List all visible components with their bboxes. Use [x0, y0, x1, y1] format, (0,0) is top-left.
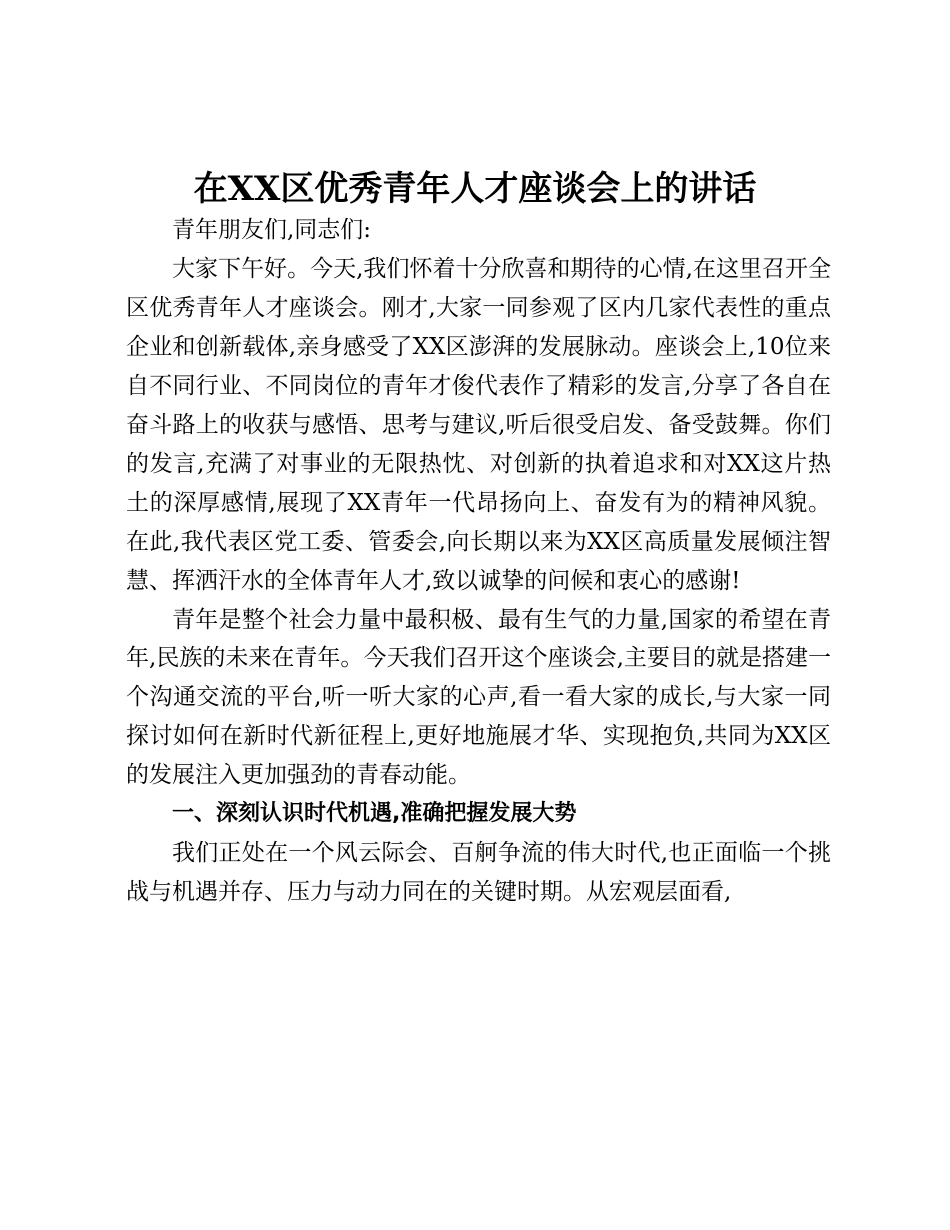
- salutation: 青年朋友们,同志们:: [172, 217, 372, 243]
- document-body: [126, 211, 831, 912]
- paragraph-section-one: 我们正处在一个风云际会、百舸争流的伟大时代,也正面临一个挑战与机遇并存、压力与动力同在的关键时期。从宏观层面看,: [126, 840, 831, 906]
- section-heading: 一、深刻认识时代机遇,准确把握发展大势: [172, 801, 577, 827]
- document-title: 在XX区优秀青年人才座谈会上的讲话: [193, 169, 757, 209]
- paragraph-opening: 大家下午好。今天,我们怀着十分欣喜和期待的心情,在这里召开全区优秀青年人才座谈会。刚才,大家一同参观了区内几家代表性的重点企业和创新载体,亲身感受了XX区澎湃的发展脉动。座谈会上,10位来自不同行业、不同岗位的青年才俊代表作了精彩的发言,分享了各自在奋斗路上的收获与感悟、思考与建议,听后很受启发、备受鼓舞。你们的发言,充满了对事业的无限热忱、对创新的执着追求和对XX这片热土的深厚感情,展现了XX青年一代昂扬向上、奋发有为的精神风貌。在此,我代表区党工委、管委会,向长期以来为XX区高质量发展倾注智慧、挥洒汗水的全体青年人才,致以诚挚的问候和衷心的感谢!: [126, 255, 831, 594]
- paragraph-purpose: 青年是整个社会力量中最积极、最有生气的力量,国家的希望在青年,民族的未来在青年。今天我们召开这个座谈会,主要目的就是搭建一个沟通交流的平台,听一听大家的心声,看一看大家的成长,与大家一同探讨如何在新时代新征程上,更好地施展才华、实现抱负,共同为XX区的发展注入更加强劲的青春动能。: [126, 606, 831, 789]
